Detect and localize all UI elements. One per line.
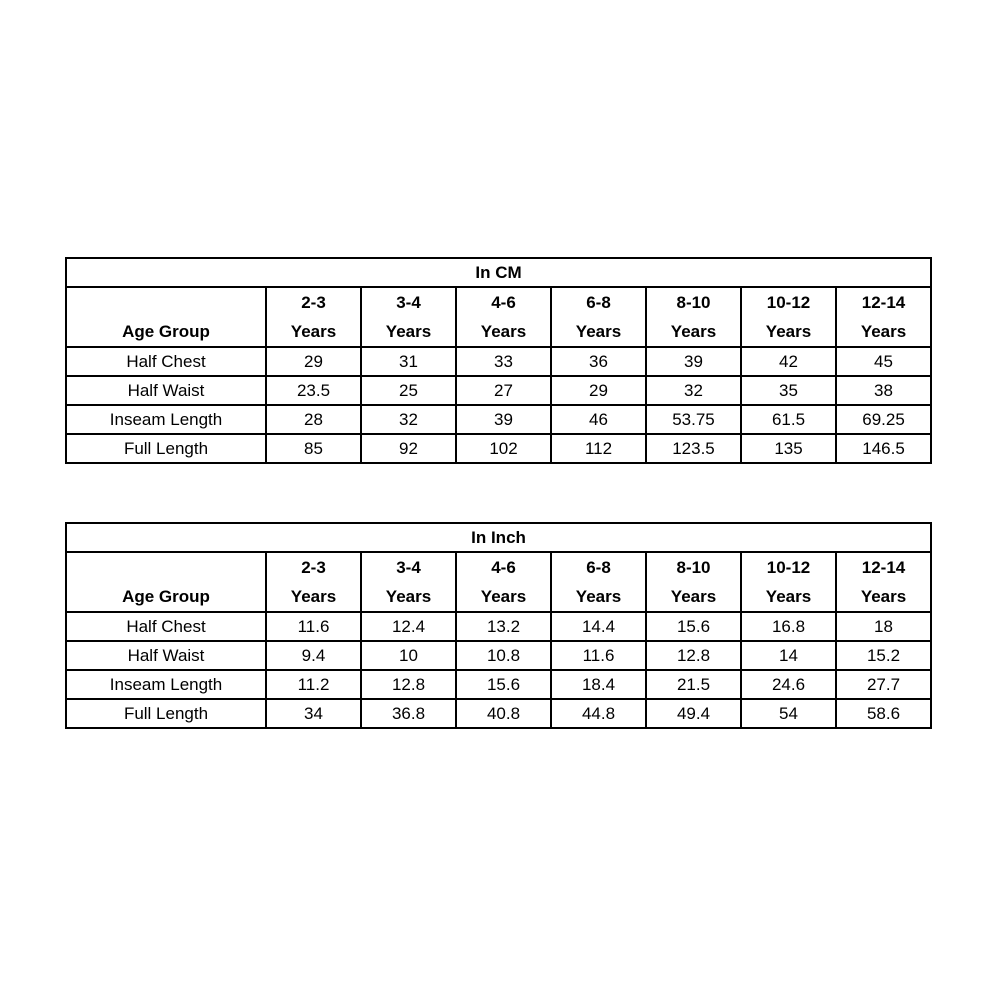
table-row bbox=[66, 347, 931, 376]
table-row bbox=[66, 699, 931, 728]
table-cell: 146.5 bbox=[836, 434, 931, 463]
table-cell: 102 bbox=[456, 434, 551, 463]
column-header bbox=[266, 287, 361, 347]
table-cell: 29 bbox=[266, 347, 361, 376]
table-cell: 15.2 bbox=[836, 641, 931, 670]
column-header bbox=[456, 552, 551, 612]
age-unit: Years bbox=[765, 587, 812, 606]
age-range: 3-4 bbox=[396, 558, 421, 577]
table-cell: 14 bbox=[741, 641, 836, 670]
age-unit: Years bbox=[670, 587, 717, 606]
age-range: 2-3 bbox=[301, 293, 326, 312]
table-cell: 12.8 bbox=[361, 670, 456, 699]
row-label: Full Length bbox=[66, 434, 266, 463]
table-row bbox=[66, 405, 931, 434]
age-range: 2-3 bbox=[301, 558, 326, 577]
age-unit: Years bbox=[480, 322, 527, 341]
table-cell: 46 bbox=[551, 405, 646, 434]
age-range: 10-12 bbox=[766, 558, 811, 577]
age-unit: Years bbox=[670, 322, 717, 341]
table-cell: 23.5 bbox=[266, 376, 361, 405]
age-group-header: Age Group bbox=[66, 552, 266, 612]
age-range: 10-12 bbox=[766, 293, 811, 312]
column-header bbox=[741, 287, 836, 347]
column-header bbox=[551, 287, 646, 347]
table-cell: 49.4 bbox=[646, 699, 741, 728]
table-cell: 39 bbox=[646, 347, 741, 376]
age-range: 3-4 bbox=[396, 293, 421, 312]
table-cell: 39 bbox=[456, 405, 551, 434]
table-cell: 14.4 bbox=[551, 612, 646, 641]
header-row bbox=[66, 287, 931, 347]
table-cell: 18.4 bbox=[551, 670, 646, 699]
table-cell: 10.8 bbox=[456, 641, 551, 670]
row-label: Half Chest bbox=[66, 612, 266, 641]
table-cell: 69.25 bbox=[836, 405, 931, 434]
table-cell: 38 bbox=[836, 376, 931, 405]
age-unit: Years bbox=[480, 587, 527, 606]
table-cell: 11.6 bbox=[551, 641, 646, 670]
row-label: Inseam Length bbox=[66, 405, 266, 434]
column-header bbox=[361, 552, 456, 612]
table-cell: 11.6 bbox=[266, 612, 361, 641]
table-cell: 45 bbox=[836, 347, 931, 376]
age-unit: Years bbox=[765, 322, 812, 341]
column-header bbox=[646, 287, 741, 347]
table-row bbox=[66, 612, 931, 641]
column-header bbox=[361, 287, 456, 347]
table-cell: 36 bbox=[551, 347, 646, 376]
age-unit: Years bbox=[385, 587, 432, 606]
table-cell: 33 bbox=[456, 347, 551, 376]
column-header bbox=[646, 552, 741, 612]
age-group-header: Age Group bbox=[66, 287, 266, 347]
table-cell: 92 bbox=[361, 434, 456, 463]
header-row bbox=[66, 552, 931, 612]
age-range: 12-14 bbox=[861, 293, 906, 312]
age-range: 4-6 bbox=[491, 293, 516, 312]
table-cell: 21.5 bbox=[646, 670, 741, 699]
table-cell: 11.2 bbox=[266, 670, 361, 699]
table-cell: 112 bbox=[551, 434, 646, 463]
table-cell: 31 bbox=[361, 347, 456, 376]
table-cell: 29 bbox=[551, 376, 646, 405]
table-cell: 12.4 bbox=[361, 612, 456, 641]
table-cell: 42 bbox=[741, 347, 836, 376]
table-cell: 53.75 bbox=[646, 405, 741, 434]
table-cell: 18 bbox=[836, 612, 931, 641]
table-cell: 58.6 bbox=[836, 699, 931, 728]
row-label: Inseam Length bbox=[66, 670, 266, 699]
table-row bbox=[66, 670, 931, 699]
age-unit: Years bbox=[860, 587, 907, 606]
table-cell: 44.8 bbox=[551, 699, 646, 728]
table-cell: 15.6 bbox=[456, 670, 551, 699]
age-unit: Years bbox=[860, 322, 907, 341]
table-cell: 9.4 bbox=[266, 641, 361, 670]
row-label: Full Length bbox=[66, 699, 266, 728]
column-header bbox=[836, 552, 931, 612]
table-cell: 61.5 bbox=[741, 405, 836, 434]
table-title: In CM bbox=[66, 258, 931, 287]
size-table-inch bbox=[65, 522, 932, 729]
size-table-cm bbox=[65, 257, 932, 464]
table-cell: 25 bbox=[361, 376, 456, 405]
table-cell: 28 bbox=[266, 405, 361, 434]
table-cell: 35 bbox=[741, 376, 836, 405]
column-header bbox=[551, 552, 646, 612]
table-cell: 12.8 bbox=[646, 641, 741, 670]
table-cell: 27.7 bbox=[836, 670, 931, 699]
table-row bbox=[66, 434, 931, 463]
table-cell: 15.6 bbox=[646, 612, 741, 641]
age-unit: Years bbox=[290, 322, 337, 341]
age-unit: Years bbox=[575, 587, 622, 606]
table-cell: 10 bbox=[361, 641, 456, 670]
table-cell: 16.8 bbox=[741, 612, 836, 641]
age-range: 8-10 bbox=[676, 558, 711, 577]
column-header bbox=[741, 552, 836, 612]
age-unit: Years bbox=[575, 322, 622, 341]
table-cell: 40.8 bbox=[456, 699, 551, 728]
row-label: Half Waist bbox=[66, 641, 266, 670]
column-header bbox=[456, 287, 551, 347]
table-cell: 32 bbox=[361, 405, 456, 434]
age-range: 8-10 bbox=[676, 293, 711, 312]
table-cell: 13.2 bbox=[456, 612, 551, 641]
table-title-row bbox=[66, 523, 931, 552]
age-range: 4-6 bbox=[491, 558, 516, 577]
table-title-row bbox=[66, 258, 931, 287]
age-range: 12-14 bbox=[861, 558, 906, 577]
age-range: 6-8 bbox=[586, 293, 611, 312]
table-title: In Inch bbox=[66, 523, 931, 552]
table-cell: 123.5 bbox=[646, 434, 741, 463]
table-cell: 34 bbox=[266, 699, 361, 728]
table-cell: 36.8 bbox=[361, 699, 456, 728]
table-cell: 135 bbox=[741, 434, 836, 463]
table-row bbox=[66, 641, 931, 670]
column-header bbox=[836, 287, 931, 347]
table-cell: 54 bbox=[741, 699, 836, 728]
table-cell: 27 bbox=[456, 376, 551, 405]
row-label: Half Chest bbox=[66, 347, 266, 376]
table-cell: 85 bbox=[266, 434, 361, 463]
age-unit: Years bbox=[290, 587, 337, 606]
table-cell: 24.6 bbox=[741, 670, 836, 699]
age-range: 6-8 bbox=[586, 558, 611, 577]
table-cell: 32 bbox=[646, 376, 741, 405]
row-label: Half Waist bbox=[66, 376, 266, 405]
age-unit: Years bbox=[385, 322, 432, 341]
column-header bbox=[266, 552, 361, 612]
table-row bbox=[66, 376, 931, 405]
